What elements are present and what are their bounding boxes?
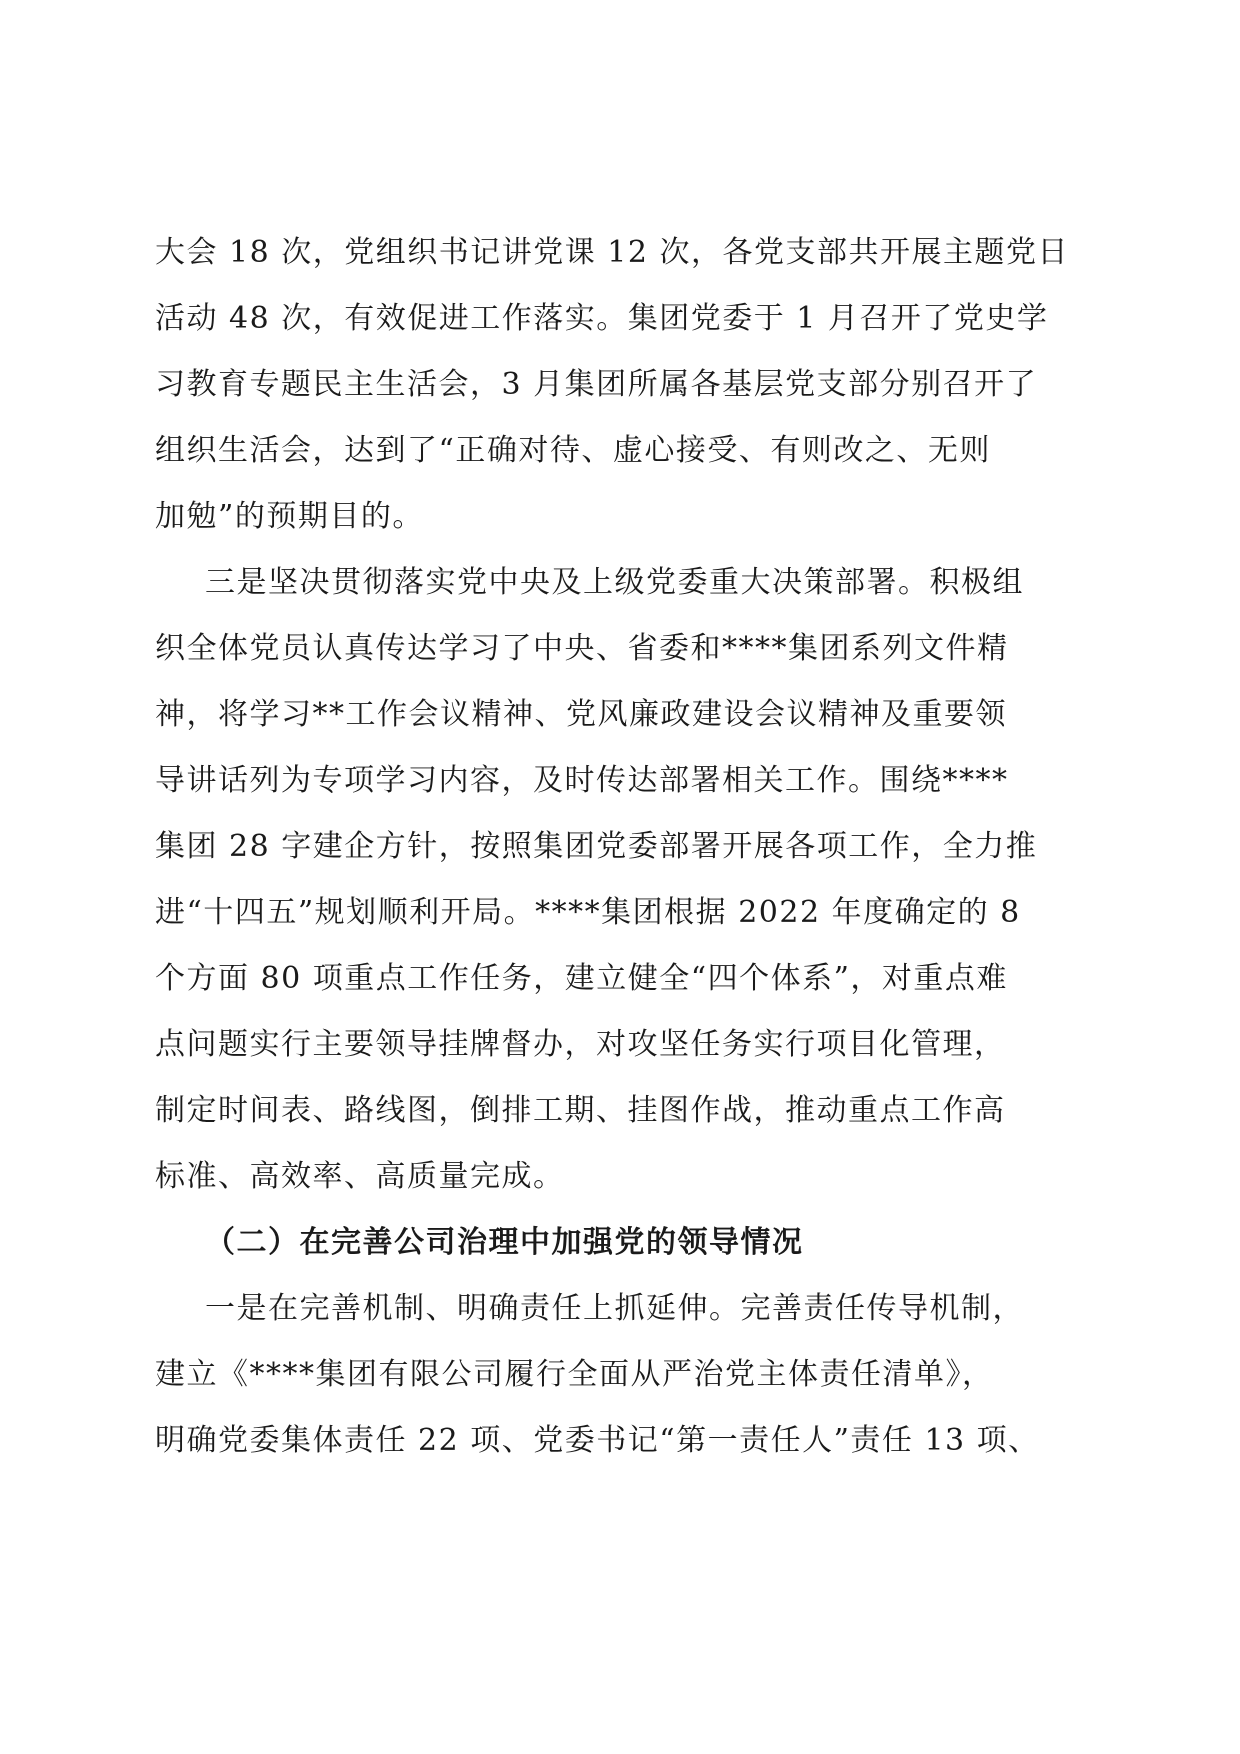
text-line: 织全体党员认真传达学习了中央、省委和****集团系列文件精 (155, 631, 1009, 666)
text-line: 加勉”的预期目的。 (155, 499, 424, 534)
text-line: 个方面 80 项重点工作任务，建立健全“四个体系”，对重点难 (155, 961, 1008, 996)
text-line: 进“十四五”规划顺利开局。****集团根据 2022 年度确定的 8 (155, 895, 1021, 930)
text-line: 活动 48 次，有效促进工作落实。集团党委于 1 月召开了党史学 (155, 301, 1049, 336)
text-line: 大会 18 次，党组织书记讲党课 12 次，各党支部共开展主题党日 (155, 235, 1069, 270)
text-line: 导讲话列为专项学习内容，及时传达部署相关工作。围绕**** (155, 763, 1009, 798)
document-body (155, 220, 1090, 1474)
text-line: 明确党委集体责任 22 项、党委书记“第一责任人”责任 13 项、 (155, 1423, 1040, 1458)
text-line: 组织生活会，达到了“正确对待、虚心接受、有则改之、无则 (155, 433, 991, 468)
text-line: 集团 28 字建企方针，按照集团党委部署开展各项工作，全力推 (155, 829, 1038, 864)
paragraph-first-line: 一是在完善机制、明确责任上抓延伸。完善责任传导机制， (205, 1291, 1024, 1326)
text-line: 标准、高效率、高质量完成。 (155, 1159, 565, 1194)
section-heading: （二）在完善公司治理中加强党的领导情况 (205, 1225, 804, 1260)
text-line: 建立《****集团有限公司履行全面从严治党主体责任清单》， (155, 1357, 994, 1392)
text-line: 习教育专题民主生活会，3 月集团所属各基层党支部分别召开了 (155, 367, 1038, 402)
text-line: 点问题实行主要领导挂牌督办，对攻坚任务实行项目化管理， (155, 1027, 1006, 1062)
text-line: 神，将学习**工作会议精神、党风廉政建设会议精神及重要领 (155, 697, 1007, 732)
text-line: 制定时间表、路线图，倒排工期、挂图作战，推动重点工作高 (155, 1093, 1006, 1128)
paragraph-first-line: 三是坚决贯彻落实党中央及上级党委重大决策部署。积极组 (205, 565, 1024, 600)
